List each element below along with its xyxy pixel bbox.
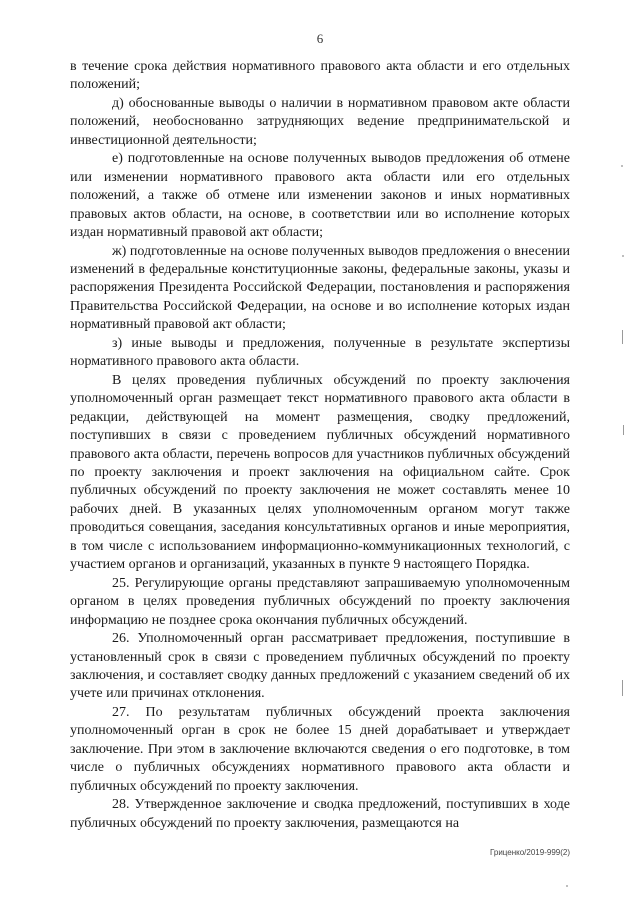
page-number: 6 xyxy=(316,31,324,46)
paragraph-item-z: з) иные выводы и предложения, полученные в результате экспертизы нормативного правового акта области. xyxy=(70,335,570,370)
paragraph-item-e: е) подготовленные на основе полученных выводов предложения об отмене или изменении нормативного правового акта области или его отдельных положений, а также об отмене или изменении законов и иных нормативных правовых актов области, на основе, в соответствии или во исполнение которых издан нормативный правовой акт области; xyxy=(70,151,570,241)
paragraph-item-d: д) обоснованные выводы о наличии в нормативном правовом акте области положений, необоснованно затрудняющих ведение предпринимательской и инвестиционной деятельности; xyxy=(70,95,570,148)
scan-mark xyxy=(622,680,623,696)
paragraph-public-discussion: В целях проведения публичных обсуждений по проекту заключения уполномоченный орган размещает текст нормативного правового акта области в редакции, действующей на момент размещения, сводку предложений, поступивших в связи с проведением публичных обсуждений нормативного правового акта области, перечень вопросов для участников публичных обсуждений по проекту заключения и проект заключения на официальном сайте. Срок публичных обсуждений по проекту заключения не может составлять менее 10 рабочих дней. В указанных целях уполномоченным органом могут также проводиться совещания, заседания консультативных органов и иные мероприятия, в том числе с использованием информационно-коммуникационных технологий, с участием органов и организаций, указанных в пункте 9 настоящего Порядка. xyxy=(70,372,570,573)
scan-mark xyxy=(623,425,624,435)
paragraph-26: 26. Уполномоченный орган рассматривает предложения, поступившие в установленный срок в связи с проведением публичных обсуждений по проекту заключения, и составляет сводку данных предложений с указанием сведений об их учете или причинах отклонения. xyxy=(70,631,570,702)
scan-dot xyxy=(566,885,568,887)
paragraph-28: 28. Утвержденное заключение и сводка предложений, поступивших в ходе публичных обсуждений по проекту заключения, размещаются на xyxy=(70,797,570,831)
document-body xyxy=(70,58,570,833)
paragraph-continuation: в течение срока действия нормативного правового акта области и его отдельных положений; xyxy=(70,59,570,93)
paragraph-25: 25. Регулирующие органы представляют запрашиваемую уполномоченным органом в целях проведения публичных обсуждений по проекту заключения информацию не позднее срока окончания публичных обсуждений. xyxy=(70,575,570,628)
scan-mark xyxy=(622,330,623,344)
paragraph-item-zh: ж) подготовленные на основе полученных выводов предложения о внесении изменений в федеральные конституционные законы, федеральные законы, указы и распоряжения Президента Российской Федерации, постановления и распоряжения Правительства Российской Федерации, на основе и во исполнение которых издан нормативный правовой акт области; xyxy=(70,243,570,333)
paragraph-27: 27. По результатам публичных обсуждений проекта заключения уполномоченный орган в срок не более 15 дней дорабатывает и утверждает заключение. При этом в заключение включаются сведения о его подготовке, в том числе о публичных обсуждениях нормативного правового акта области и публичных обсуждений по проекту заключения. xyxy=(70,704,570,794)
scan-dot xyxy=(621,165,623,167)
document-footer-code: Гриценко/2019-999(2) xyxy=(489,848,570,857)
scan-dot xyxy=(622,255,624,257)
